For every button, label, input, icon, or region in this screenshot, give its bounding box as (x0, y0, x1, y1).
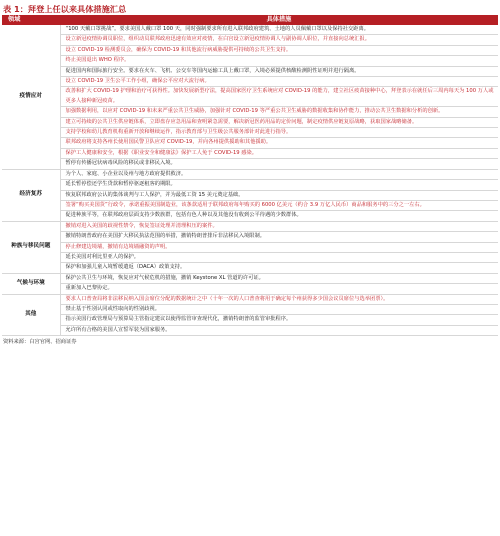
header-domain: 领域 (2, 15, 60, 25)
measure-cell: 设立 COVID-19 检测委员会，确保为 COVID-19 和其他流行病威胁提供可持续的公共卫生支持。 (60, 45, 498, 55)
measure-cell: 指示美国行政管理局与预算局主管指定建议以使得监管审查现代化，撤销特朗普的监管审批程序。 (60, 315, 498, 325)
measure-cell: 终止美国退出 WHO 程序。 (60, 56, 498, 66)
table-row (2, 304, 498, 314)
measure-cell: 保护工人健康和安全，根据《职业安全和健康法》保护工人免于 COVID-19 感染。 (60, 148, 498, 158)
measure-cell: 撤销对进入美国的歧视性禁令，恢复签证处理并清理积压的案件。 (60, 221, 498, 231)
measure-cell: 禁止基于性别认同或性取向的性别歧视。 (60, 304, 498, 314)
measure-cell: 联邦政府将支持各州长使用国民警卫队应对 COVID-19，并向各州提供援助和其他援助。 (60, 138, 498, 148)
measure-cell: 设立 COVID-19 卫生公平工作小组，确保公平应对大流行病。 (60, 77, 498, 87)
measure-cell: 恢复联邦政府公认的集体谈判与工人保护，并为最低工资 15 美元奠定基础。 (60, 190, 498, 200)
measure-cell: 签署“购买美国货”行政令，承诺重振美国制造业，该条款适用于联邦政府每年购买的 6000 亿美元（约合 3.9 万亿人民币）商品和服务中的三分之一左右。 (60, 200, 498, 210)
table-row (2, 77, 498, 87)
measure-cell: 加强数据利用，以应对 COVID-19 和未来严重公共卫生威胁，加强针对 COVID-19 等严重公共卫生威胁的数据收集和协作能力，推动公共卫生数据和分析的创新。 (60, 107, 498, 117)
table-row (2, 45, 498, 55)
measure-cell: 设立新冠疫情协调员职位，组织动员联邦政府迅速有效应对疫情，在白宫设立新冠疫情协调人与副协调人职位，并直接向总统汇报。 (60, 35, 498, 45)
table-row (2, 263, 498, 273)
measure-cell: 为个人、家庭、小企业以及州与地方政府提供救济。 (60, 169, 498, 179)
measure-cell: 建立可持续的公共卫生供应链体系，立即盘存应急用品和查明紧急需要，解决新冠医药用品的定价问题，制定疫情供应链复原战略，获取国家战略储备。 (60, 117, 498, 127)
table-row (2, 128, 498, 138)
measure-cell: 要求人口普查局将非法移民纳入国会席位分配的数据统计之中（十年一次的人口普查将用于确定每个州获得多少国会议员席位与选举团票）。 (60, 294, 498, 304)
category-cell: 疫情应对 (2, 25, 60, 169)
measures-table (2, 15, 498, 336)
measure-cell: 重新加入巴黎协定。 (60, 284, 498, 294)
measure-cell: 改善和扩大 COVID-19 护理和治疗可获得性。加快发展新型疗法，提高国家医疗卫生系统应对 COVID-19 的能力，建立社区疫苗接种中心，拜登表示在就任后三周内每天为 100 万人或更多人接种新冠疫苗。 (60, 87, 498, 107)
table-row (2, 273, 498, 283)
table-row (2, 242, 498, 252)
table-row (2, 56, 498, 66)
table-row (2, 325, 498, 335)
table-row (2, 117, 498, 127)
measure-cell: “100 天戴口罩挑战”。要求美国人戴口罩 100 天，同时强制要求所有进入联邦政府建筑、土地的人员佩戴口罩以及保持社交距离。 (60, 25, 498, 35)
table-row (2, 232, 498, 242)
table-row (2, 315, 498, 325)
measure-cell: 促进种族平等，在联邦政府层面支持少数族群，包括有色人种以及其他没有收到公平待遇的少数群体。 (60, 211, 498, 221)
table-row (2, 148, 498, 158)
table-row (2, 35, 498, 45)
table-row (2, 107, 498, 117)
measure-cell: 暂停有传播冠状病毒风险的移民或非移民入境。 (60, 159, 498, 169)
table-header-row (2, 15, 498, 25)
table-title: 表 1：拜登上任以来具体措施汇总 (3, 4, 127, 14)
header-measures: 具体措施 (60, 15, 498, 25)
category-cell: 气候与环境 (2, 273, 60, 294)
measure-cell: 允许所有合格的美国人宣誓军装为国家服务。 (60, 325, 498, 335)
table-row (2, 284, 498, 294)
table-row (2, 66, 498, 76)
table-row (2, 180, 498, 190)
table-row (2, 252, 498, 262)
table-body (2, 25, 498, 336)
table-row (2, 211, 498, 221)
source-note: 资料来源：白宫官网、招商证券 (3, 339, 77, 346)
category-cell: 种族与移民问题 (2, 221, 60, 273)
table-row (2, 190, 498, 200)
measure-cell: 保护和加强儿童入境暂缓遣返（DACA）政策支持。 (60, 263, 498, 273)
category-cell: 经济复苏 (2, 169, 60, 221)
measure-cell: 延长暂停偿还学生贷款和暂停驱逐租客的期限。 (60, 180, 498, 190)
measure-cell: 撤销特朗普政府在美国扩大移民执法范围的举措，撤销特朗普排斥非法移民入境限制。 (60, 232, 498, 242)
measure-cell: 支持学校和幼儿教育机构重新开放和继续运作，指示教育部与卫生级公共服务部针对此进行指导。 (60, 128, 498, 138)
table-row (2, 138, 498, 148)
measure-cell: 保护公共卫生与环境，恢复应对气候危机的措施，撤销 Keystone XL 管道的许可证。 (60, 273, 498, 283)
measure-cell: 延长美国对利比里亚人的保护。 (60, 252, 498, 262)
table-row (2, 87, 498, 107)
table-row (2, 25, 498, 35)
measure-cell: 停止修建边境墙，撤销有边境墙融资的声明。 (60, 242, 498, 252)
table-row (2, 221, 498, 231)
measure-cell: 促进国内和国际旅行安全。要求在火车、飞机、公交车等国内运输工具上戴口罩，入境必须提供核酸检测阴性证明并进行隔离。 (60, 66, 498, 76)
table-row (2, 169, 498, 179)
table-row (2, 294, 498, 304)
category-cell: 其他 (2, 294, 60, 336)
table-row (2, 159, 498, 169)
table-row (2, 200, 498, 210)
